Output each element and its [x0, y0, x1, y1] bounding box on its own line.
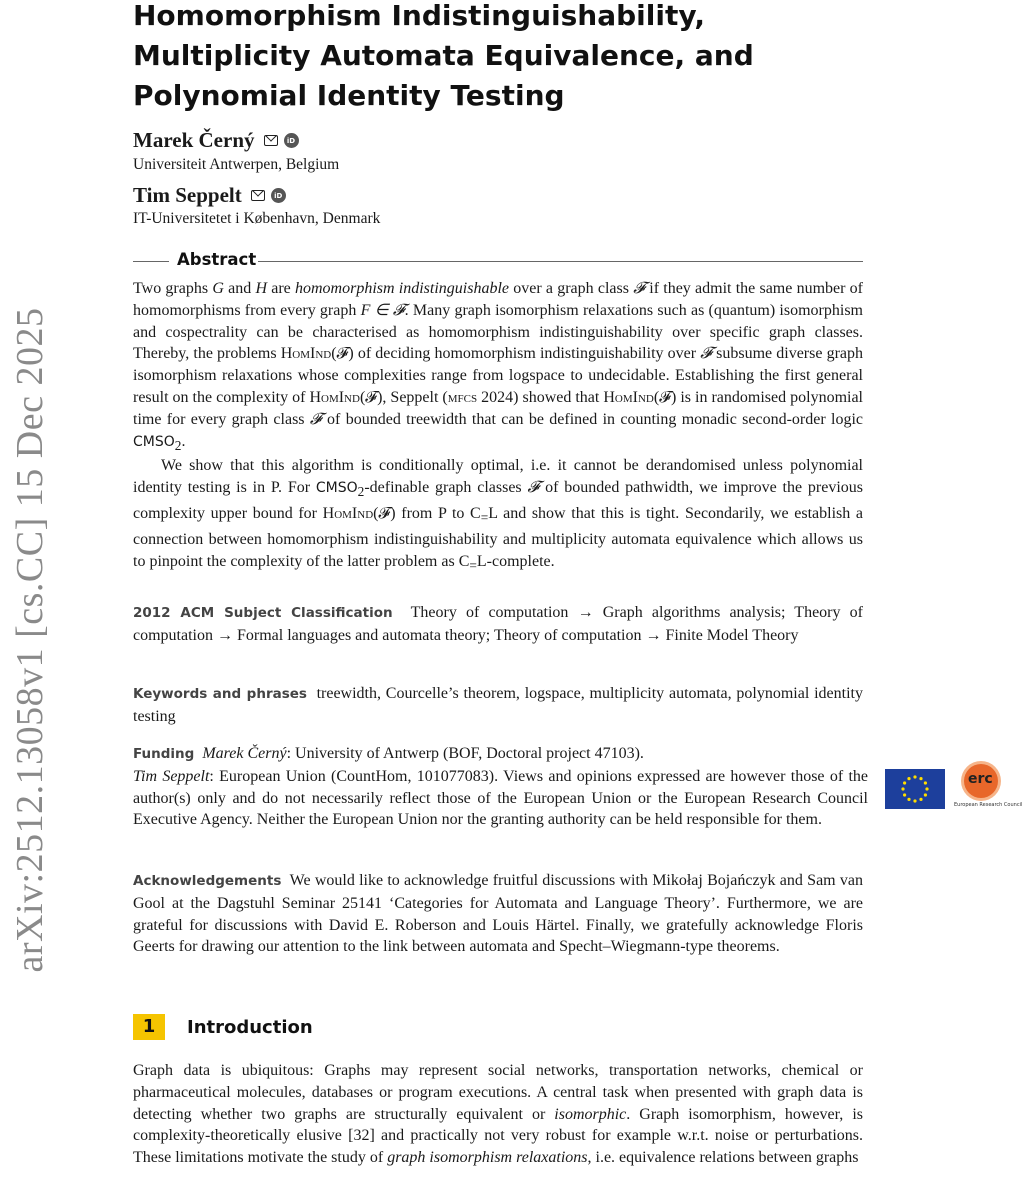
keywords-text: treewidth, Courcelle’s theorem, logspace, multiplicity automata, polynomial identity testing	[133, 685, 863, 725]
author-1-name: Marek Černý	[133, 128, 255, 152]
orcid-icon[interactable]: iD	[284, 133, 299, 148]
section-heading	[133, 1014, 313, 1040]
abstract-label: Abstract	[177, 250, 257, 269]
keywords	[133, 683, 863, 728]
section-number: 1	[133, 1014, 165, 1040]
funding-label: Funding	[133, 746, 195, 762]
mail-icon[interactable]	[264, 135, 278, 146]
orcid-icon[interactable]: iD	[271, 188, 286, 203]
abstract-paragraph-2: We show that this algorithm is conditionally optimal, i.e. it cannot be derandomised unless polynomial identity testing is in P. For $CMSO_2$-definable graph classes 𝓕 of bounded pathwidth, we improve the previous complexity upper bound for HomInd(𝓕) from P to $C_=L$ and show that this is tight. Secondarily, we establish a connection between homomorphism indistinguishability and multiplicity automata equivalence which allows us to pinpoint the complexity of the latter problem as $C_=L$-complete.	[133, 457, 864, 573]
author-2-affiliation: IT-Universitetet i København, Denmark	[133, 210, 381, 227]
acm-text: Theory of computation → Graph algorithms analysis; Theory of computation → Formal languages and automata theory; Theory of computation → Finite Model Theory	[133, 604, 863, 644]
abstract-heading	[133, 250, 863, 272]
divider	[258, 261, 863, 262]
introduction-paragraph: Graph data is ubiquitous: Graphs may represent social networks, transportation networks, chemical or pharmaceutical molecules, databases or program executions. A central task when presented with graph data is detecting whether two graphs are structurally equivalent or isomorphic. Graph isomorphism, however, is complexity-theoretically elusive [32] and practically not very robust for example w.r.t. noise or perturbations. These limitations motivate the study of graph isomorphism relaxations, i.e. equivalence relations between graphs	[133, 1062, 863, 1167]
erc-logo-text: erc	[968, 771, 993, 787]
eu-flag-stars	[885, 769, 945, 809]
eu-flag-icon	[885, 769, 945, 809]
funding: Funding Marek Černý: University of Antwerp (BOF, Doctoral project 47103). Tim Seppelt: European Union (CountHom, 101077083). Views and opinions expressed are however those of the author(s) only and do not necessarily reflect those of the European Union or the European Research Council Executive Agency. Neither the European Union nor the granting authority can be held responsible for them.	[133, 745, 868, 829]
arxiv-identifier[interactable]: arXiv:2512.13058v1 [cs.CC] 15 Dec 2025	[9, 307, 51, 973]
divider	[133, 261, 169, 262]
acknowledgements-label: Acknowledgements	[133, 873, 282, 889]
section-title: Introduction	[187, 1016, 313, 1038]
author-1-affiliation: Universiteit Antwerpen, Belgium	[133, 156, 340, 173]
arxiv-sidebar	[0, 0, 60, 1200]
author-1	[133, 128, 299, 153]
author-2	[133, 183, 286, 208]
keywords-label: Keywords and phrases	[133, 686, 307, 702]
paper-title: Homomorphism Indistinguishability, Multiplicity Automata Equivalence, and Polynomial Identity Testing	[133, 0, 754, 112]
acm-label: 2012 ACM Subject Classification	[133, 605, 393, 621]
acm-classification	[133, 602, 863, 647]
abstract-paragraph-1: Two graphs G and H are homomorphism indistinguishable over a graph class 𝓕 if they admit the same number of homomorphisms from every graph F ∈ 𝓕. Many graph isomorphism relaxations such as (quantum) isomorphism and cospectrality can be characterised as homomorphism indistinguishability over specific graph classes. Thereby, the problems HomInd(𝓕) of deciding homomorphism indistinguishability over 𝓕 subsume diverse graph isomorphism relaxations whose complexities range from logspace to undecidable. Establishing the first general result on the complexity of HomInd(𝓕), Seppelt (mfcs 2024) showed that HomInd(𝓕) is in randomised polynomial time for every graph class 𝓕 of bounded treewidth that can be defined in counting monadic second-order logic $CMSO_2$.	[133, 280, 864, 453]
acknowledgements-text: We would like to acknowledge fruitful discussions with Mikołaj Bojańczyk and Sam van Gool at the Dagstuhl Seminar 25141 ‘Categories for Automata and Language Theory’. Furthermore, we are grateful for discussions with David E. Roberson and Louis Härtel. Finally, we gratefully acknowledge Floris Geerts for drawing our attention to the link between automata and Specht–Wiegmann-type theorems.	[133, 872, 863, 956]
erc-logo	[954, 762, 1022, 818]
mail-icon[interactable]	[251, 190, 265, 201]
author-2-name: Tim Seppelt	[133, 183, 242, 207]
erc-logo-caption: European Research Council	[954, 802, 1022, 808]
acknowledgements	[133, 870, 863, 958]
